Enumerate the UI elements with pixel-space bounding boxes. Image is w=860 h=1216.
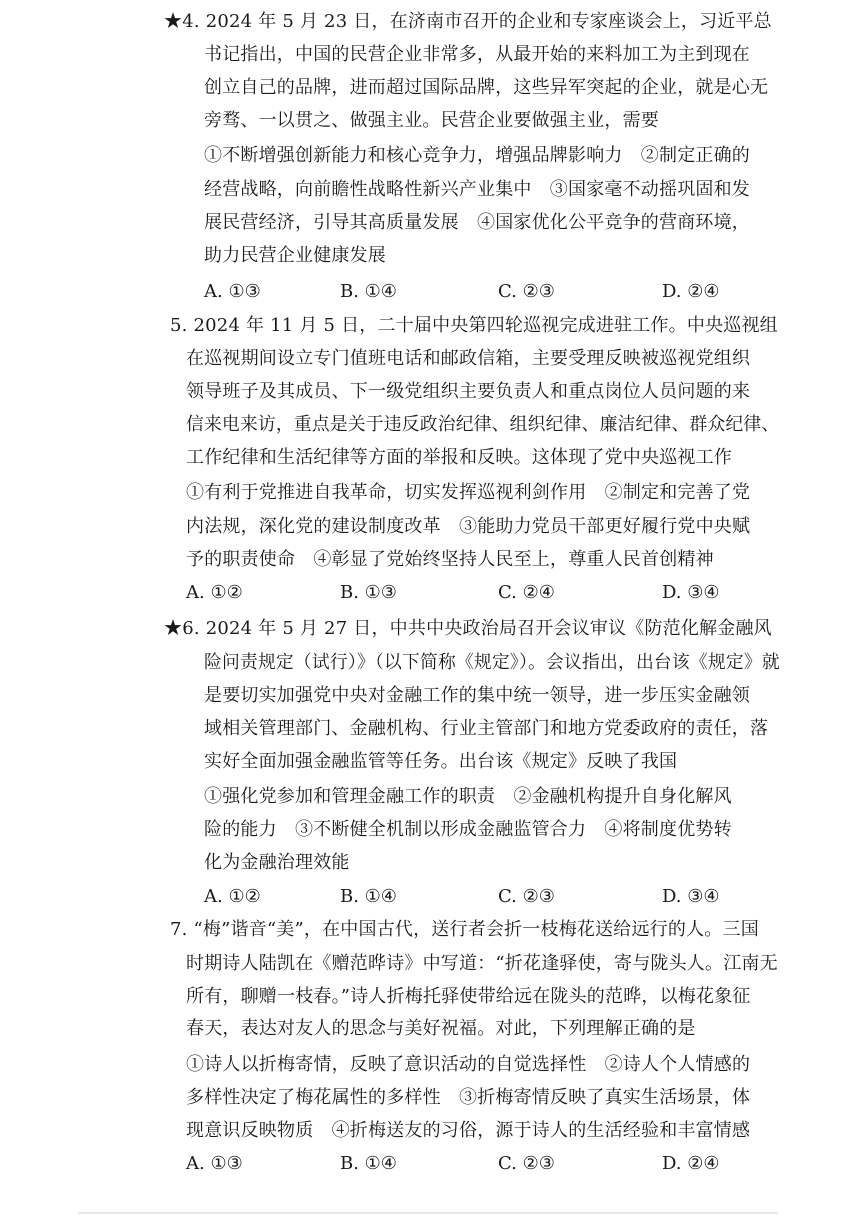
question-5-option-line: ①有利于党推进自我革命，切实发挥巡视利剑作用 ②制定和完善了党 [186, 482, 751, 503]
question-4-option-line: ①不断增强创新能力和核心竞争力，增强品牌影响力 ②制定正确的 [204, 145, 750, 166]
question-4-option-line: 助力民营企业健康发展 [204, 245, 386, 266]
question-7-option-line: ①诗人以折梅寄情，反映了意识活动的自觉选择性 ②诗人个人情感的 [186, 1054, 751, 1075]
question-7-option-line: 多样性决定了梅花属性的多样性 ③折梅寄情反映了真实生活场景，体 [186, 1087, 751, 1108]
question-4-stem-line: ★4. 2024 年 5 月 23 日，在济南市召开的企业和专家座谈会上，习近平总 [164, 11, 772, 32]
choice-b[interactable]: B. ①④ [340, 281, 397, 302]
choice-b[interactable]: B. ①③ [340, 582, 397, 603]
choice-b[interactable]: B. ①④ [340, 1153, 397, 1174]
choice-a[interactable]: A. ①③ [204, 281, 261, 302]
question-6-stem-line: 实好全面加强金融监管等任务。出台该《规定》反映了我国 [204, 751, 678, 772]
question-5-stem-line: 领导班子及其成员、下一级党组织主要负责人和重点岗位人员问题的来 [186, 381, 751, 402]
choice-a[interactable]: A. ①③ [186, 1153, 243, 1174]
choice-d[interactable]: D. ③④ [662, 886, 720, 907]
choice-c[interactable]: C. ②③ [498, 886, 555, 907]
question-5-stem-line: 5. 2024 年 11 月 5 日，二十届中央第四轮巡视完成进驻工作。中央巡视组 [170, 315, 778, 336]
question-6-option-line: 化为金融治理效能 [204, 852, 350, 873]
question-7-stem-line: 7. “梅”谐音“美”，在中国古代，送行者会折一枝梅花送给远行的人。三国 [170, 919, 759, 940]
question-4-option-line: 展民营经济，引导其高质量发展 ④国家优化公平竞争的营商环境， [204, 212, 750, 233]
choice-a[interactable]: A. ①② [204, 886, 261, 907]
question-7-stem-line: 所有，聊赠一枝春。”诗人折梅托驿使带给远在陇头的范晔，以梅花象征 [186, 986, 751, 1007]
choice-d[interactable]: D. ②④ [662, 1153, 720, 1174]
choice-a[interactable]: A. ①② [186, 582, 243, 603]
choice-d[interactable]: D. ③④ [662, 582, 720, 603]
choice-d[interactable]: D. ②④ [662, 281, 720, 302]
question-6-stem-line: 是要切实加强党中央对金融工作的集中统一领导，进一步压实金融领 [204, 685, 750, 706]
question-6-stem-line: 域相关管理部门、金融机构、行业主管部门和地方党委政府的责任，落 [204, 718, 769, 739]
page-bottom-divider [78, 1212, 778, 1214]
question-4-stem-line: 书记指出，中国的民营企业非常多，从最开始的来料加工为主到现在 [204, 44, 750, 65]
question-5-stem-line: 工作纪律和生活纪律等方面的举报和反映。这体现了党中央巡视工作 [186, 447, 732, 468]
question-6-option-line: ①强化党参加和管理金融工作的职责 ②金融机构提升自身化解风 [204, 786, 732, 807]
question-7-stem-line: 时期诗人陆凯在《赠范晔诗》中写道：“折花逢驿使，寄与陇头人。江南无 [186, 953, 778, 974]
choice-b[interactable]: B. ①④ [340, 886, 397, 907]
question-5-option-line: 予的职责使命 ④彰显了党始终坚持人民至上，尊重人民首创精神 [186, 549, 714, 570]
question-6-stem-line: ★6. 2024 年 5 月 27 日，中共中央政治局召开会议审议《防范化解金融风 [164, 618, 772, 639]
question-5-option-line: 内法规，深化党的建设制度改革 ③能助力党员干部更好履行党中央赋 [186, 516, 751, 537]
question-7-stem-line: 春天，表达对友人的思念与美好祝福。对此，下列理解正确的是 [186, 1018, 696, 1039]
choice-c[interactable]: C. ②③ [498, 281, 555, 302]
question-5-stem-line: 信来电来访，重点是关于违反政治纪律、组织纪律、廉洁纪律、群众纪律、 [186, 414, 780, 435]
question-6-stem-line: 险问责规定（试行）》（以下简称《规定》）。会议指出，出台该《规定》就 [204, 652, 780, 673]
question-7-option-line: 现意识反映物质 ④折梅送友的习俗，源于诗人的生活经验和丰富情感 [186, 1120, 751, 1141]
question-4-stem-line: 创立自己的品牌，进而超过国际品牌，这些异军突起的企业，就是心无 [204, 77, 769, 98]
question-5-stem-line: 在巡视期间设立专门值班电话和邮政信箱，主要受理反映被巡视党组织 [186, 348, 751, 369]
question-4-stem-line: 旁骛、一以贯之、做强主业。民营企业要做强主业，需要 [204, 110, 659, 131]
question-4-option-line: 经营战略，向前瞻性战略性新兴产业集中 ③国家毫不动摇巩固和发 [204, 179, 750, 200]
choice-c[interactable]: C. ②③ [498, 1153, 555, 1174]
choice-c[interactable]: C. ②④ [498, 582, 555, 603]
question-6-option-line: 险的能力 ③不断健全机制以形成金融监管合力 ④将制度优势转 [204, 819, 732, 840]
